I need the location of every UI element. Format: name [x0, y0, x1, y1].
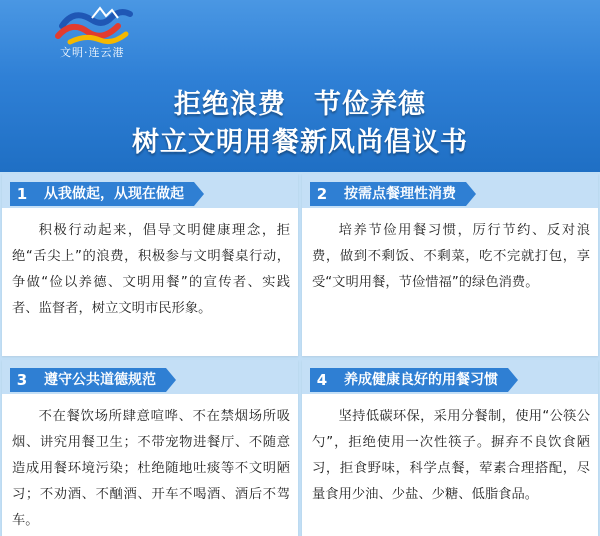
page-title-line-2: 树立文明用餐新风尚倡议书: [132, 127, 468, 158]
section-card-4: [302, 360, 598, 536]
section-header: [2, 360, 298, 394]
section-body: 不在餐饮场所肆意喧哗、不在禁烟场所吸烟、讲究用餐卫生；不带宠物进餐厅、不随意造成用餐环境污染；杜绝随地吐痰等不文明陋习；不劝酒、不酗酒、开车不喝酒、酒后不驾车。: [12, 409, 290, 528]
section-body: 坚持低碳环保，采用分餐制，使用“公筷公勺”，拒绝使用一次性筷子。摒弃不良饮食陋习，拒食野味，科学点餐，荤素合理搭配，尽量食用少油、少盐、少糖、低脂食品。: [312, 409, 590, 502]
section-header: [2, 174, 298, 208]
header-banner: [0, 0, 600, 172]
proposal-board: [0, 172, 600, 536]
section-heading: 按需点餐理性消费: [334, 182, 466, 206]
section-header: [302, 174, 598, 208]
section-header: [302, 360, 598, 394]
section-number-badge: 1: [10, 182, 34, 206]
section-number-badge: 2: [310, 182, 334, 206]
section-heading: 从我做起，从现在做起: [34, 182, 194, 206]
section-number-badge: 4: [310, 368, 334, 392]
page-title-line-1: 拒绝浪费 节俭养德: [174, 89, 426, 120]
section-heading: 遵守公共道德规范: [34, 368, 166, 392]
section-heading: 养成健康良好的用餐习惯: [334, 368, 508, 392]
section-card-2: [302, 174, 598, 356]
section-body: 培养节俭用餐习惯，厉行节约、反对浪费，做到不剩饭、不剩菜，吃不完就打包，享受“文明用餐，节俭惜福”的绿色消费。: [312, 223, 590, 290]
section-card-3: [2, 360, 298, 536]
logo-text: 文明·连云港: [60, 46, 125, 59]
section-card-1: [2, 174, 298, 356]
section-number-badge: 3: [10, 368, 34, 392]
section-body: 积极行动起来，倡导文明健康理念，拒绝“舌尖上”的浪费，积极参与文明餐桌行动，争做“俭以养德、文明用餐”的宣传者、实践者、监督者，树立文明市民形象。: [12, 223, 290, 316]
